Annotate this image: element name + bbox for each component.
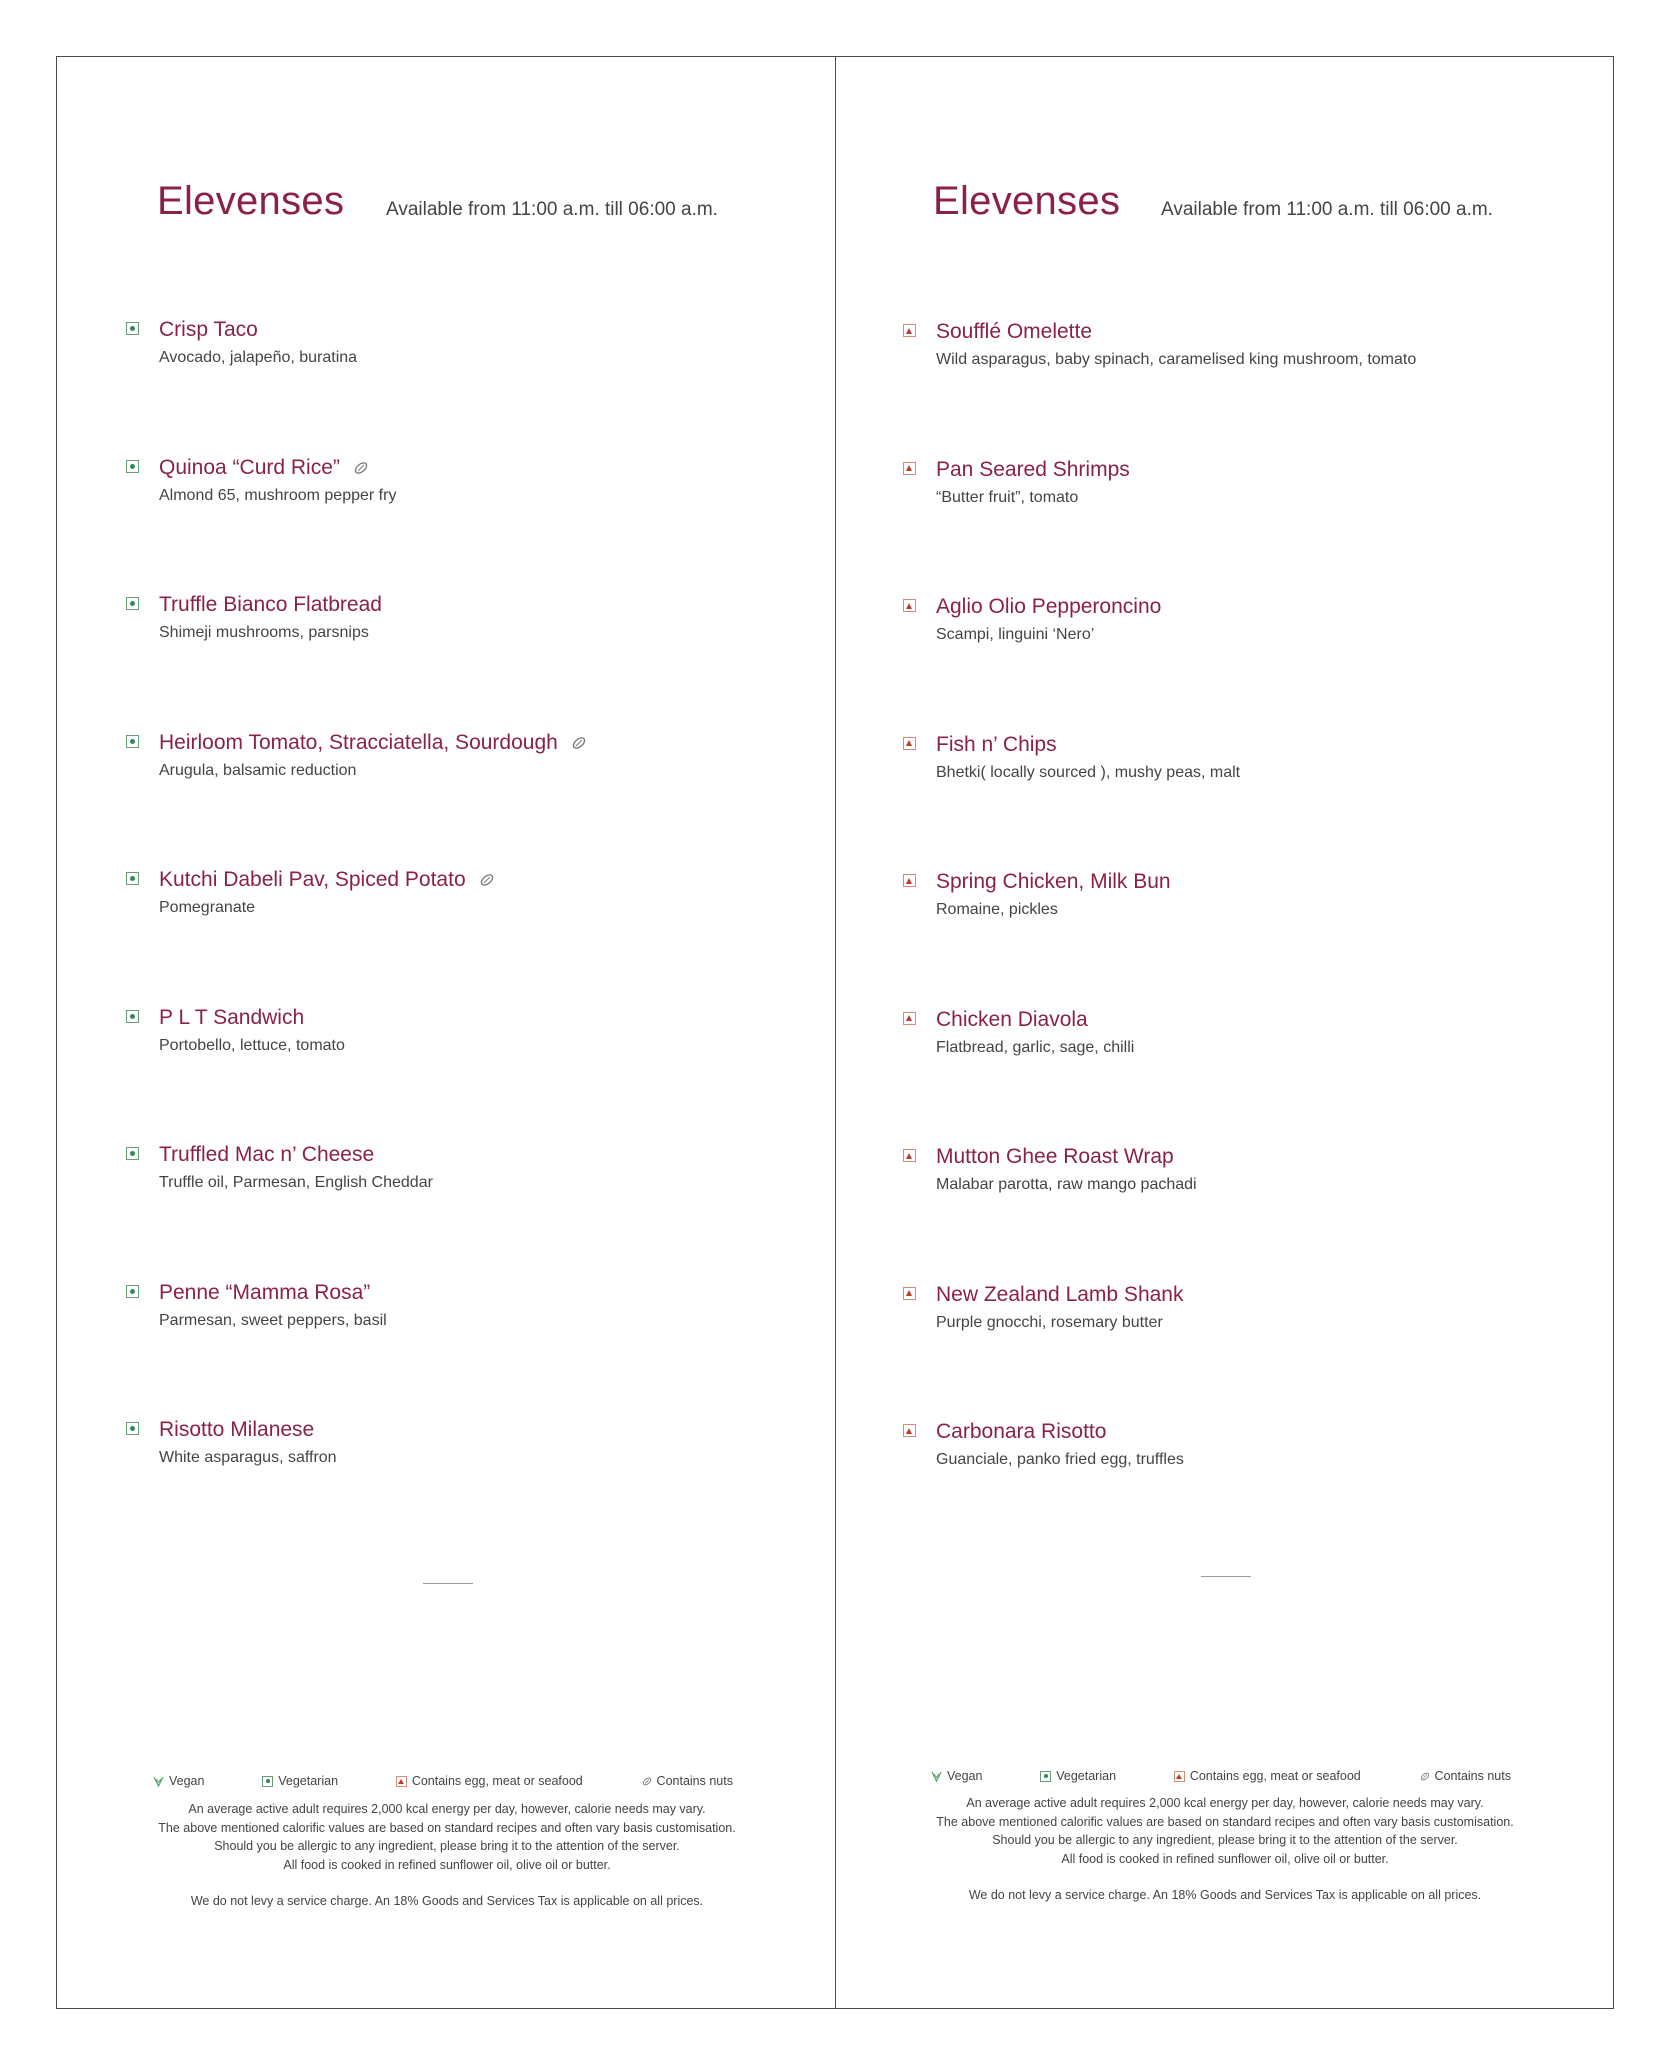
page-title: Elevenses bbox=[933, 179, 1121, 223]
dish-name: Chicken Diavola bbox=[936, 1007, 1088, 1031]
dish-name: Aglio Olio Pepperoncino bbox=[936, 595, 1162, 618]
vegetarian-icon bbox=[126, 1285, 139, 1298]
legend-nuts bbox=[641, 1774, 733, 1788]
dish-name: Truffled Mac n’ Cheese bbox=[159, 1143, 375, 1166]
dish-line bbox=[159, 317, 805, 343]
dish-description: Malabar parotta, raw mango pachadi bbox=[936, 1176, 1197, 1193]
menu-item bbox=[902, 457, 1582, 595]
separator-rule bbox=[1201, 1576, 1251, 1577]
dish-description: Almond 65, mushroom pepper fry bbox=[159, 486, 397, 504]
menu-item bbox=[902, 1419, 1582, 1557]
dish-name: Heirloom Tomato, Stracciatella, Sourdough bbox=[159, 730, 558, 754]
legend-nuts-label: Contains nuts bbox=[1434, 1769, 1511, 1783]
vegetarian-icon bbox=[126, 735, 139, 748]
dish-line bbox=[159, 1417, 805, 1443]
dish-line bbox=[936, 1282, 1582, 1308]
dish-line bbox=[159, 730, 805, 756]
dish-name: Truffle Bianco Flatbread bbox=[159, 593, 382, 616]
menu-item bbox=[125, 1417, 805, 1555]
menu-item bbox=[902, 1144, 1582, 1282]
dish-description: Wild asparagus, baby spinach, caramelised king mushroom, tomato bbox=[936, 351, 1417, 368]
legend-vegetarian bbox=[1040, 1769, 1116, 1783]
note-calorie: An average active adult requires 2,000 kcal energy per day, however, calorie needs may vary. bbox=[966, 1796, 1484, 1810]
nuts-icon bbox=[478, 872, 496, 888]
dish-line bbox=[936, 594, 1582, 620]
dish-description: Portobello, lettuce, tomato bbox=[159, 1036, 345, 1054]
dish-description: Arugula, balsamic reduction bbox=[159, 761, 357, 779]
non-vegetarian-icon bbox=[903, 462, 916, 475]
legend-nonveg bbox=[1174, 1769, 1361, 1783]
dish-name: Soufflé Omelette bbox=[936, 320, 1093, 343]
nuts-icon bbox=[641, 1776, 652, 1787]
dish-line bbox=[159, 1005, 805, 1031]
non-vegetarian-icon bbox=[903, 737, 916, 750]
menu-spread bbox=[56, 56, 1614, 2009]
menu-page-vegetarian bbox=[57, 57, 835, 2008]
non-vegetarian-icon bbox=[903, 599, 916, 612]
dish-description: “Butter fruit”, tomato bbox=[936, 488, 1079, 506]
non-vegetarian-icon bbox=[903, 874, 916, 887]
note-allergy: Should you be allergic to any ingredient, please bring it to the attention of the server. bbox=[214, 1839, 680, 1853]
dish-line bbox=[159, 1142, 805, 1168]
non-vegetarian-icon bbox=[1174, 1771, 1185, 1782]
vegetarian-icon bbox=[126, 597, 139, 610]
legend-nonveg-label: Contains egg, meat or seafood bbox=[411, 1774, 583, 1788]
dish-name: Mutton Ghee Roast Wrap bbox=[936, 1145, 1174, 1168]
dish-description: Pomegranate bbox=[159, 899, 256, 916]
dish-description: Shimeji mushrooms, parsnips bbox=[159, 624, 369, 641]
vegetarian-icon bbox=[126, 872, 139, 885]
vegetarian-icon bbox=[126, 1010, 139, 1023]
menu-item bbox=[902, 869, 1582, 1007]
dish-name: Fish n’ Chips bbox=[936, 732, 1057, 756]
dish-line bbox=[936, 1419, 1582, 1445]
legend-vegan-label: Vegan bbox=[169, 1774, 205, 1788]
dish-description: Guanciale, panko fried egg, truffles bbox=[936, 1451, 1184, 1468]
dish-line bbox=[159, 592, 805, 618]
dish-line bbox=[936, 1144, 1582, 1170]
dish-name: Carbonara Risotto bbox=[936, 1420, 1107, 1443]
vegetarian-icon bbox=[126, 1422, 139, 1435]
nuts-icon bbox=[1419, 1771, 1430, 1782]
legend-vegan bbox=[153, 1774, 204, 1788]
dish-line bbox=[159, 1280, 805, 1306]
dish-line bbox=[936, 1007, 1582, 1033]
nuts-icon bbox=[570, 735, 588, 751]
legend-vegan bbox=[931, 1769, 982, 1783]
menu-item bbox=[902, 594, 1582, 732]
dish-name: Kutchi Dabeli Pav, Spiced Potato bbox=[159, 868, 466, 891]
dish-name: Crisp Taco bbox=[159, 318, 258, 341]
dish-description: Parmesan, sweet peppers, basil bbox=[159, 1311, 387, 1329]
legend-nuts bbox=[1419, 1769, 1511, 1783]
note-tax: We do not levy a service charge. An 18% Goods and Services Tax is applicable on all prices. bbox=[190, 1894, 704, 1908]
note-oil: All food is cooked in refined sunflower oil, olive oil or butter. bbox=[283, 1857, 611, 1872]
menu-item bbox=[125, 1280, 805, 1418]
dish-description: Truffle oil, Parmesan, English Cheddar bbox=[159, 1174, 433, 1191]
menu-item bbox=[125, 867, 805, 1005]
menu-item-list bbox=[902, 319, 1582, 1557]
dish-description: Romaine, pickles bbox=[936, 901, 1058, 918]
note-allergy: Should you be allergic to any ingredient, please bring it to the attention of the server. bbox=[992, 1833, 1458, 1847]
dish-line bbox=[936, 457, 1582, 483]
footer-notes bbox=[875, 1794, 1575, 1905]
vegetarian-icon bbox=[126, 322, 139, 335]
legend bbox=[931, 1769, 1511, 1783]
legend-vegetarian-label: Vegetarian bbox=[278, 1774, 339, 1788]
dish-name: New Zealand Lamb Shank bbox=[936, 1282, 1184, 1306]
dish-name: Risotto Milanese bbox=[159, 1418, 315, 1441]
legend-vegan-label: Vegan bbox=[947, 1769, 983, 1783]
menu-item bbox=[125, 455, 805, 593]
dish-description: Bhetki( locally sourced ), mushy peas, malt bbox=[936, 763, 1241, 781]
legend bbox=[153, 1774, 733, 1788]
menu-item bbox=[902, 1282, 1582, 1420]
dish-description: Avocado, jalapeño, buratina bbox=[159, 349, 358, 366]
menu-item bbox=[902, 1007, 1582, 1145]
legend-vegetarian-label: Vegetarian bbox=[1056, 1769, 1117, 1783]
menu-item bbox=[902, 732, 1582, 870]
note-tax: We do not levy a service charge. An 18% Goods and Services Tax is applicable on all prices. bbox=[968, 1888, 1482, 1902]
dish-description: White asparagus, saffron bbox=[159, 1449, 337, 1466]
non-vegetarian-icon bbox=[903, 324, 916, 337]
legend-vegetarian bbox=[262, 1774, 338, 1788]
menu-item bbox=[125, 317, 805, 455]
nuts-icon bbox=[352, 460, 370, 476]
dish-line bbox=[159, 455, 805, 481]
non-vegetarian-icon bbox=[903, 1287, 916, 1300]
availability-text: Available from 11:00 a.m. till 06:00 a.m. bbox=[386, 199, 718, 220]
menu-item-list bbox=[125, 317, 805, 1555]
page-title: Elevenses bbox=[157, 179, 345, 223]
note-oil: All food is cooked in refined sunflower oil, olive oil or butter. bbox=[1061, 1851, 1389, 1866]
vegetarian-icon bbox=[126, 460, 139, 473]
availability-text: Available from 11:00 a.m. till 06:00 a.m. bbox=[1161, 199, 1493, 220]
note-values: The above mentioned calorific values are based on standard recipes and often vary basis customisation. bbox=[158, 1820, 736, 1835]
non-vegetarian-icon bbox=[903, 1012, 916, 1025]
menu-item bbox=[125, 592, 805, 730]
menu-page-non-vegetarian bbox=[835, 57, 1613, 2008]
dish-line bbox=[936, 732, 1582, 758]
dish-name: Pan Seared Shrimps bbox=[936, 457, 1130, 481]
legend-nonveg-label: Contains egg, meat or seafood bbox=[1189, 1769, 1361, 1783]
vegetarian-icon bbox=[262, 1776, 273, 1787]
note-calorie: An average active adult requires 2,000 kcal energy per day, however, calorie needs may vary. bbox=[188, 1802, 706, 1816]
legend-nonveg bbox=[396, 1774, 583, 1788]
dish-name: Spring Chicken, Milk Bun bbox=[936, 870, 1171, 893]
menu-item bbox=[125, 1142, 805, 1280]
non-vegetarian-icon bbox=[903, 1149, 916, 1162]
dish-description: Flatbread, garlic, sage, chilli bbox=[936, 1038, 1135, 1056]
non-vegetarian-icon bbox=[396, 1776, 407, 1787]
dish-description: Scampi, linguini ‘Nero’ bbox=[936, 626, 1095, 643]
dish-name: Penne “Mamma Rosa” bbox=[159, 1280, 371, 1304]
non-vegetarian-icon bbox=[903, 1424, 916, 1437]
dish-name: Quinoa “Curd Rice” bbox=[159, 455, 340, 479]
menu-item bbox=[125, 1005, 805, 1143]
vegetarian-icon bbox=[1040, 1771, 1051, 1782]
menu-item bbox=[902, 319, 1582, 457]
dish-description: Purple gnocchi, rosemary butter bbox=[936, 1313, 1163, 1331]
vegetarian-icon bbox=[126, 1147, 139, 1160]
note-values: The above mentioned calorific values are based on standard recipes and often vary basis customisation. bbox=[936, 1814, 1514, 1829]
dish-name: P L T Sandwich bbox=[159, 1005, 305, 1029]
dish-line bbox=[936, 319, 1582, 345]
dish-line bbox=[159, 867, 805, 893]
legend-nuts-label: Contains nuts bbox=[656, 1774, 733, 1788]
footer-notes bbox=[97, 1800, 797, 1911]
vegan-icon bbox=[153, 1776, 164, 1787]
dish-line bbox=[936, 869, 1582, 895]
separator-rule bbox=[423, 1583, 473, 1584]
menu-item bbox=[125, 730, 805, 868]
vegan-icon bbox=[931, 1771, 942, 1782]
